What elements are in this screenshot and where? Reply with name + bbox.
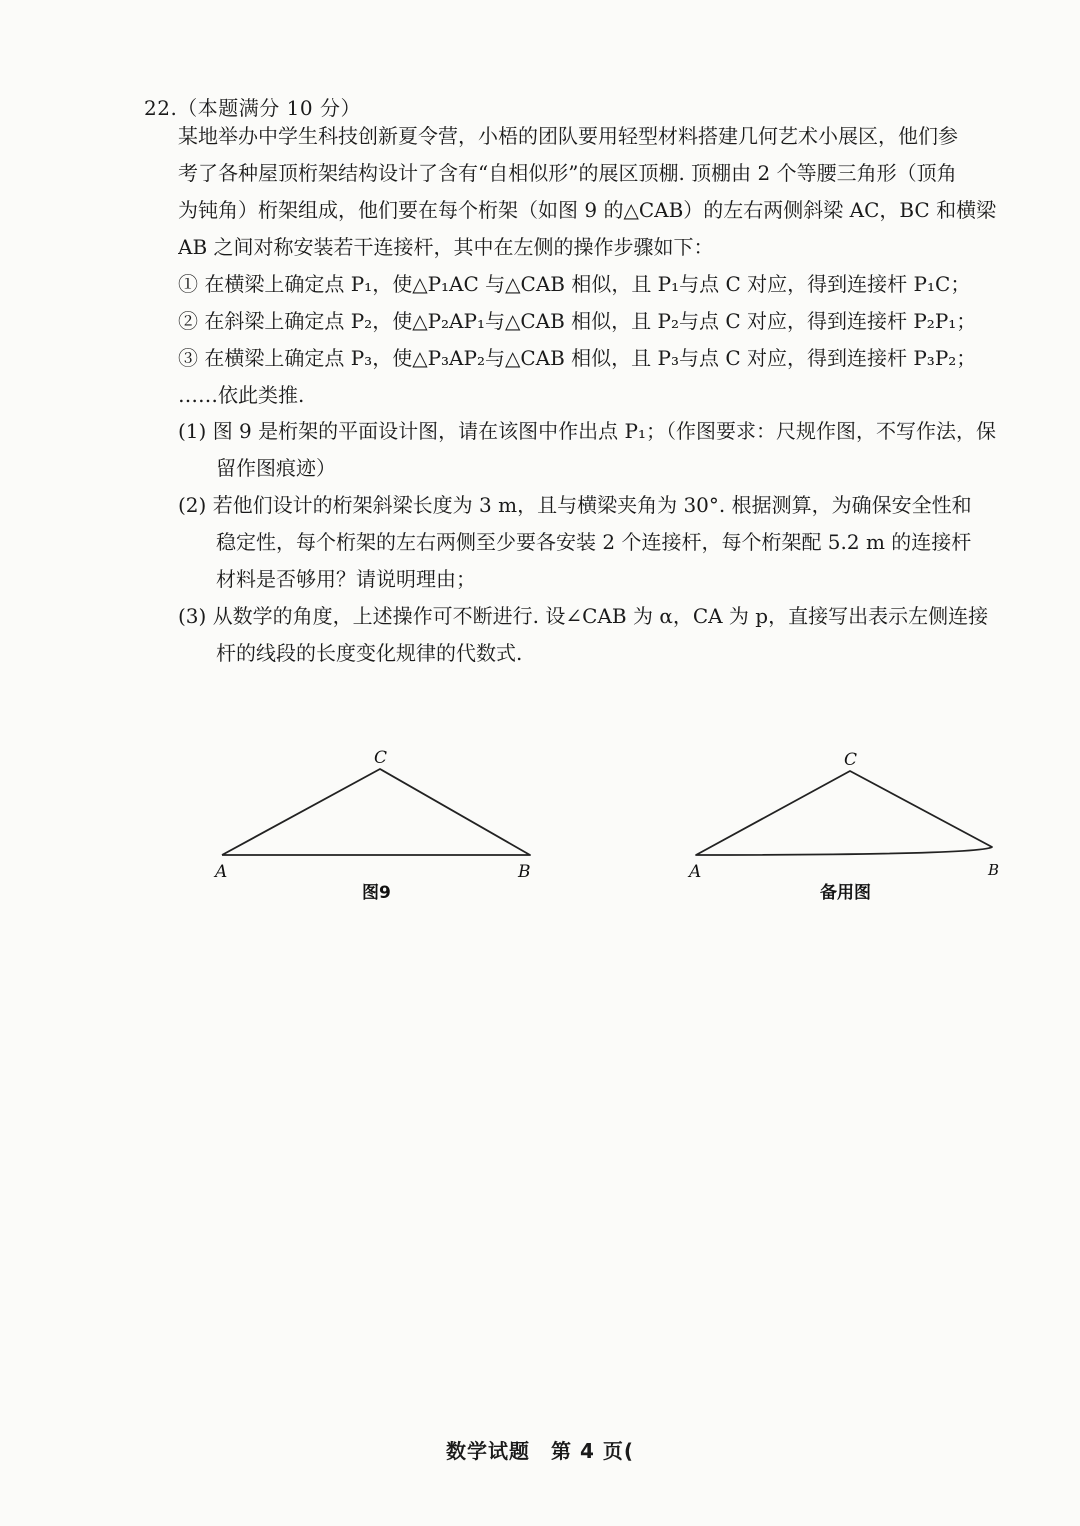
question-intro xyxy=(178,118,1024,266)
operation-steps xyxy=(178,266,1024,414)
step-line: ② 在斜梁上确定点 P₂，使△P₂AP₁与△CAB 相似，且 P₂与点 C 对应，得到连接杆 P₂P₁； xyxy=(178,309,977,333)
part-line: (3) 从数学的角度，上述操作可不断进行. 设∠CAB 为 α，CA 为 p，直接写出表示左侧连接 xyxy=(178,604,989,628)
part-line: 稳定性，每个桁架的左右两侧至少要各安装 2 个连接杆，每个桁架配 5.2 m 的连接杆 xyxy=(216,530,972,554)
part-line: 杆的线段的长度变化规律的代数式. xyxy=(216,641,523,665)
backup-figure-caption: 备用图 xyxy=(820,883,871,903)
intro-line: 为钝角）桁架组成，他们要在每个桁架（如图 9 的△CAB）的左右两侧斜梁 AC，BC 和横梁 xyxy=(178,198,997,222)
intro-line: AB 之间对称安装若干连接杆，其中在左侧的操作步骤如下： xyxy=(178,235,714,259)
vertex-label-c: C xyxy=(374,748,388,768)
step-line: ③ 在横梁上确定点 P₃，使△P₃AP₂与△CAB 相似，且 P₃与点 C 对应，得到连接杆 P₃P₂； xyxy=(178,346,977,370)
triangle-cab xyxy=(222,769,530,855)
question-header: 22.（本题满分 10 分） xyxy=(144,96,361,120)
vertex-label-b: B xyxy=(988,861,1000,879)
part-line: 材料是否够用？请说明理由； xyxy=(216,567,476,591)
part-line: (1) 图 9 是桁架的平面设计图，请在该图中作出点 P₁；（作图要求：尺规作图，不写作法，保 xyxy=(178,419,996,443)
figure-9-caption: 图9 xyxy=(362,883,391,903)
part-3 xyxy=(178,598,1024,672)
vertex-label-b: B xyxy=(518,862,531,882)
vertex-label-c: C xyxy=(844,750,858,770)
part-1 xyxy=(178,413,1024,487)
vertex-label-a: A xyxy=(215,862,228,882)
intro-line: 考了各种屋顶桁架结构设计了含有“自相似形”的展区顶棚. 顶棚由 2 个等腰三角形（顶角 xyxy=(178,161,957,185)
step-line: ……依此类推. xyxy=(178,383,305,407)
triangle-backup-figure xyxy=(680,735,1020,895)
backup-figure xyxy=(680,735,1020,895)
figure-9 xyxy=(200,735,560,895)
page-footer: 数学试题 第 4 页( xyxy=(446,1439,634,1463)
step-line: ① 在横梁上确定点 P₁，使△P₁AC 与△CAB 相似，且 P₁与点 C 对应，得到连接杆 P₁C； xyxy=(178,272,971,296)
part-line: 留作图痕迹） xyxy=(216,456,336,480)
part-2 xyxy=(178,487,1024,598)
part-line: (2) 若他们设计的桁架斜梁长度为 3 m，且与横梁夹角为 30°. 根据测算，为确保安全性和 xyxy=(178,493,972,517)
triangle-cab-backup xyxy=(696,771,992,855)
intro-line: 某地举办中学生科技创新夏令营，小梧的团队要用轻型材料搭建几何艺术小展区，他们参 xyxy=(178,124,958,148)
triangle-figure-9 xyxy=(200,735,560,895)
vertex-label-a: A xyxy=(689,862,702,882)
